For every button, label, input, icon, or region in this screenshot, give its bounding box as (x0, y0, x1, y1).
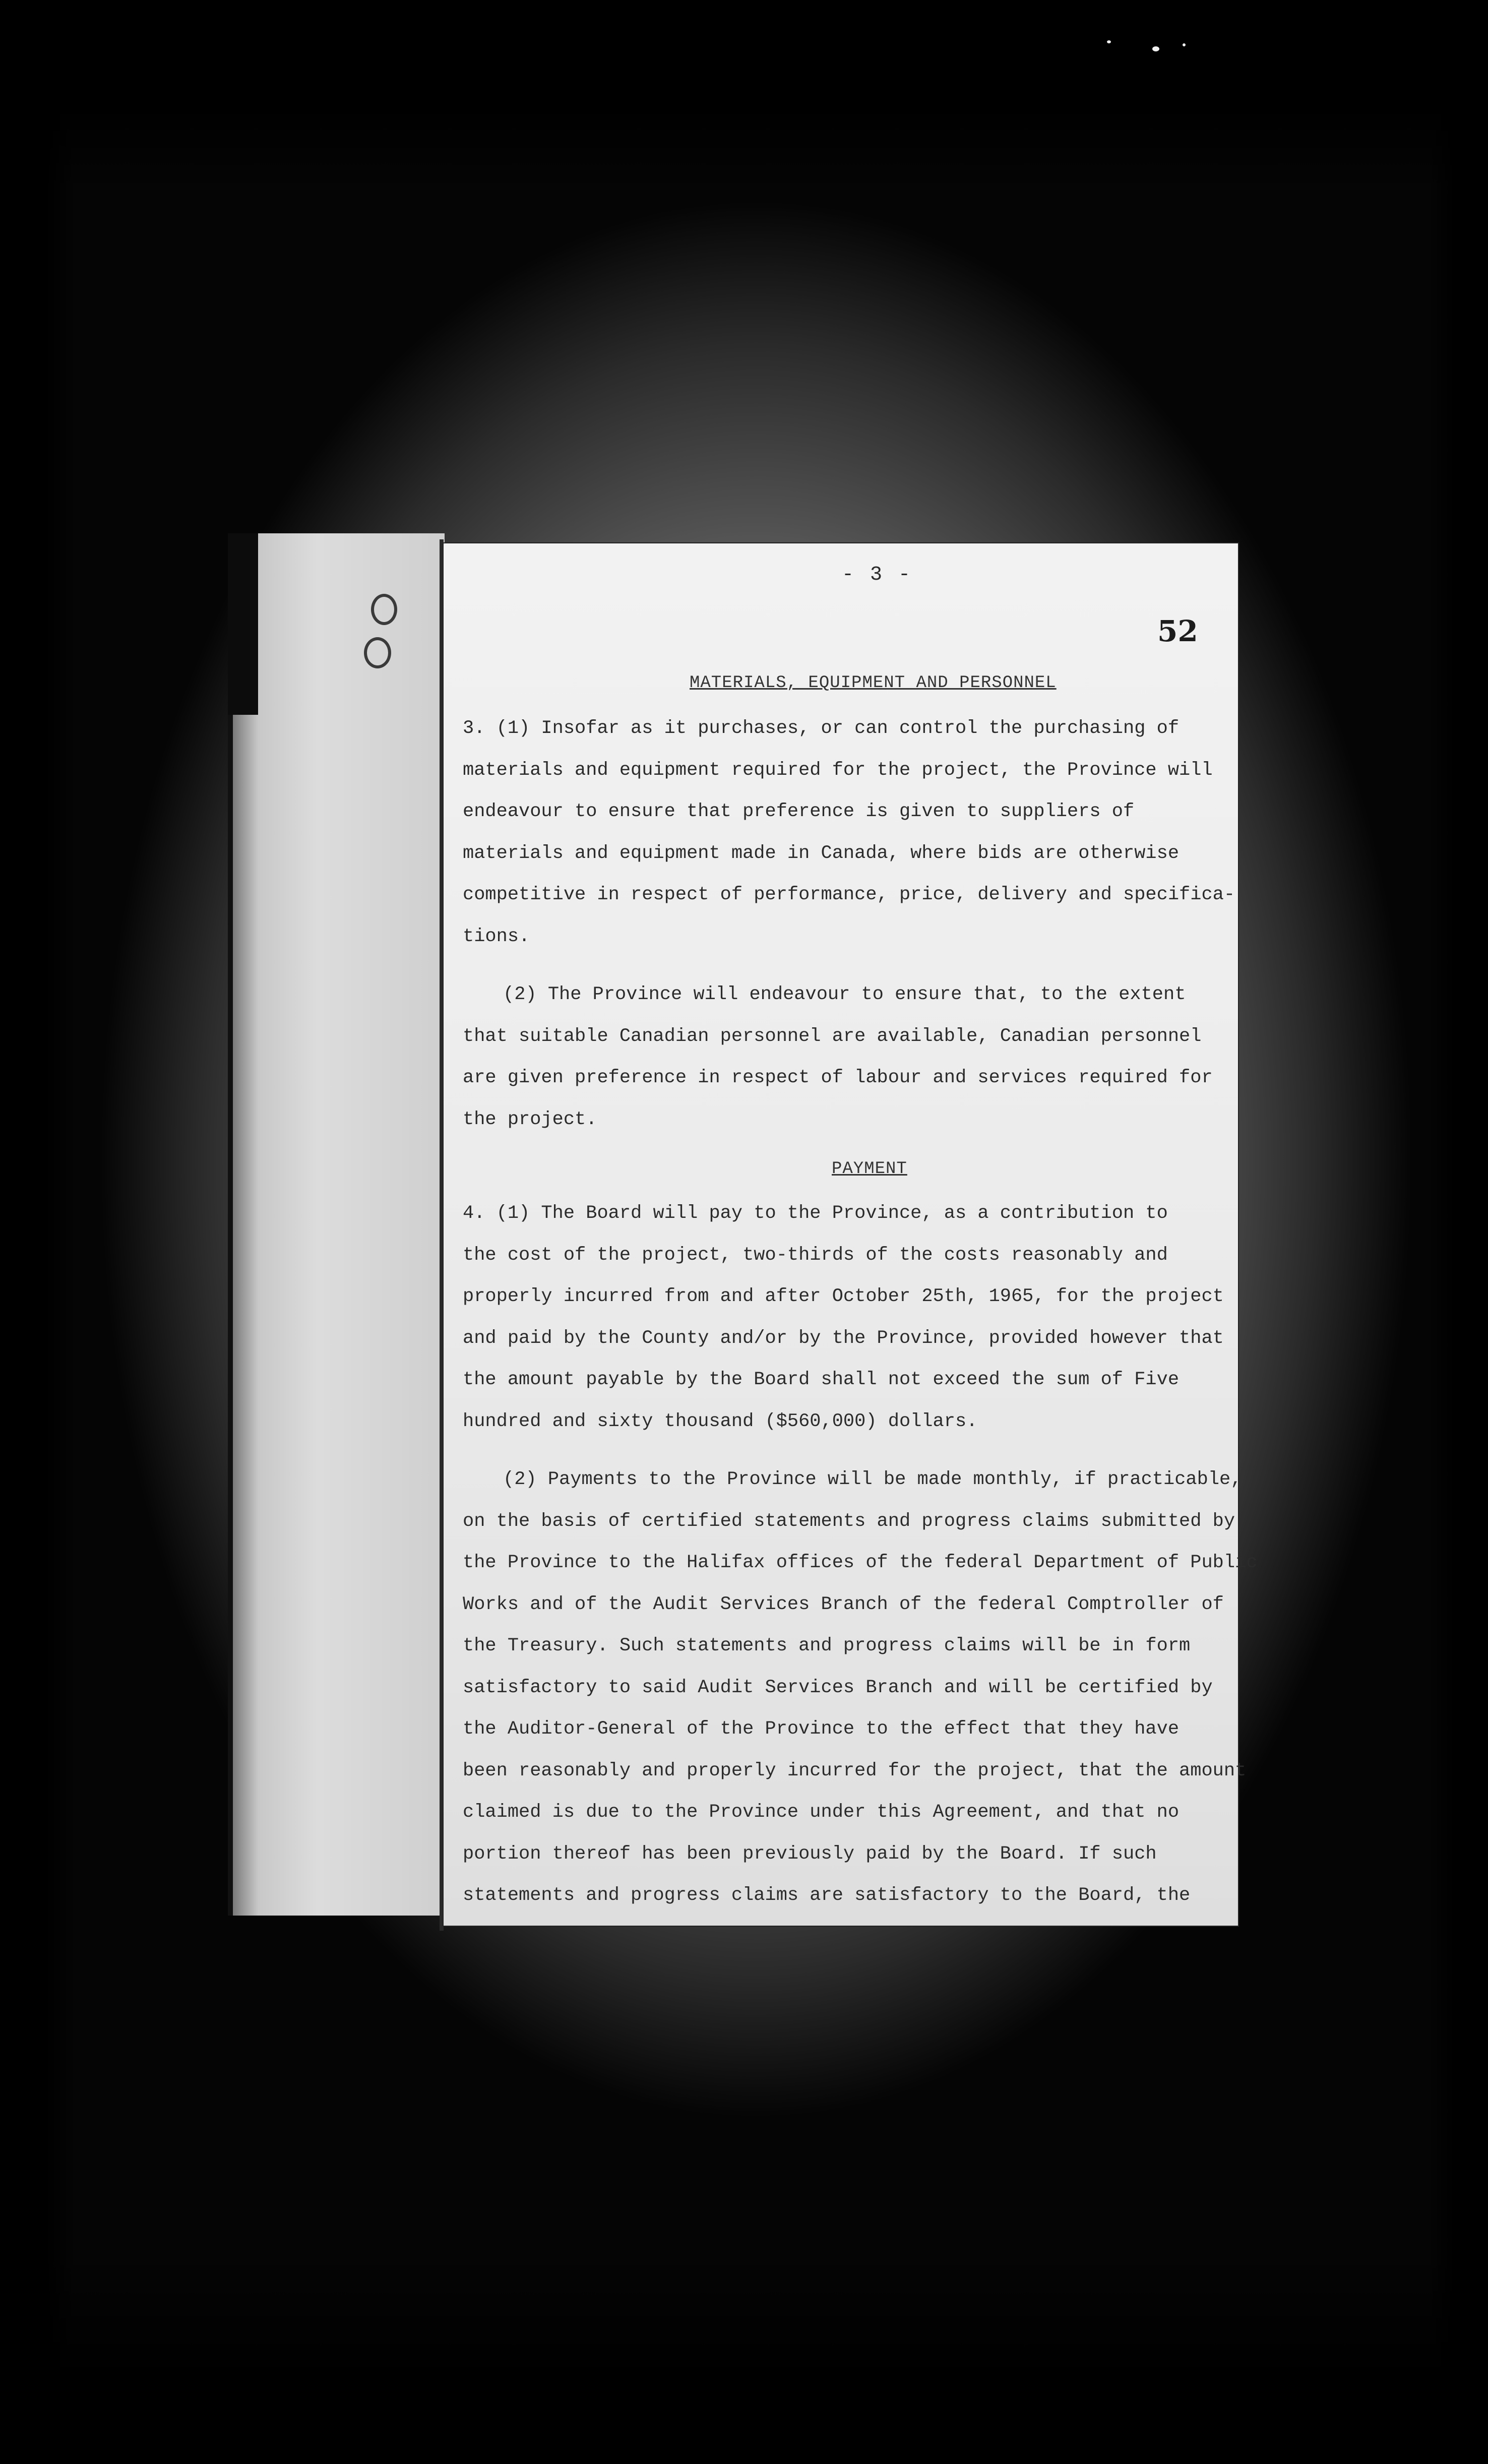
text-line: hundred and sixty thousand ($560,000) dollars. (463, 1410, 978, 1432)
text-line: (2) Payments to the Province will be made monthly, if practicable, (503, 1469, 1242, 1490)
section-heading-materials: MATERIALS, EQUIPMENT AND PERSONNEL (690, 673, 1057, 693)
text-line: the project. (463, 1108, 597, 1130)
clause-3-1 (463, 708, 1235, 957)
underlying-sheet-shadow (228, 533, 258, 715)
underlying-sheet (228, 533, 445, 1916)
text-line: Works and of the Audit Services Branch of the federal Comptroller of (463, 1593, 1224, 1615)
handwritten-circle-mark (371, 594, 397, 625)
section-heading-payment: PAYMENT (832, 1159, 907, 1179)
text-line: materials and equipment required for the project, the Province will (463, 759, 1213, 781)
text-line: materials and equipment made in Canada, where bids are otherwise (463, 842, 1180, 864)
text-line: properly incurred from and after October 25th, 1965, for the project (463, 1286, 1224, 1307)
text-line: satisfactory to said Audit Services Branch and will be certified by (463, 1677, 1213, 1698)
text-line: portion thereof has been previously paid by the Board. If such (463, 1843, 1157, 1865)
clause-4-2 (463, 1459, 1258, 1917)
text-line: (2) The Province will endeavour to ensure that, to the extent (503, 984, 1186, 1005)
handwritten-circle-mark (364, 637, 391, 668)
clause-4-1 (463, 1193, 1229, 1442)
folio-number: 52 (1157, 614, 1198, 648)
film-right-shadow (1428, 0, 1488, 2464)
sheet-edge (440, 539, 444, 1931)
film-left-shadow (0, 0, 76, 2464)
text-line: the Treasury. Such statements and progress claims will be in form (463, 1635, 1191, 1656)
text-line: 4. (1) The Board will pay to the Province, as a contribution to (463, 1203, 1168, 1224)
text-line: the cost of the project, two-thirds of the costs reasonably and (463, 1244, 1168, 1266)
text-line: tions. (463, 926, 530, 947)
dust-speck (1183, 43, 1186, 46)
text-line: 3. (1) Insofar as it purchases, or can control the purchasing of (463, 718, 1180, 739)
text-line: been reasonably and properly incurred for the project, that the amount (463, 1760, 1247, 1781)
text-line: and paid by the County and/or by the Province, provided however that (463, 1327, 1224, 1349)
film-top-shadow (0, 0, 1488, 192)
text-line: that suitable Canadian personnel are available, Canadian personnel (463, 1025, 1202, 1047)
text-line: are given preference in respect of labour and services required for (463, 1067, 1213, 1088)
text-line: claimed is due to the Province under this Agreement, and that no (463, 1802, 1180, 1823)
text-line: statements and progress claims are satisfactory to the Board, the (463, 1885, 1191, 1906)
dust-speck (1107, 40, 1111, 43)
clause-3-2 (463, 974, 1229, 1140)
text-line: the Province to the Halifax offices of the federal Department of Public (463, 1552, 1258, 1573)
text-line: competitive in respect of performance, price, delivery and specifica- (463, 884, 1235, 905)
dust-speck (1152, 46, 1159, 51)
text-line: endeavour to ensure that preference is given to suppliers of (463, 801, 1135, 822)
film-bottom-shadow (0, 2252, 1488, 2464)
text-line: the amount payable by the Board shall not exceed the sum of Five (463, 1369, 1180, 1390)
text-line: the Auditor-General of the Province to the effect that they have (463, 1718, 1180, 1740)
page-marker: - 3 - (841, 564, 913, 586)
text-line: on the basis of certified statements and progress claims submitted by (463, 1510, 1235, 1532)
